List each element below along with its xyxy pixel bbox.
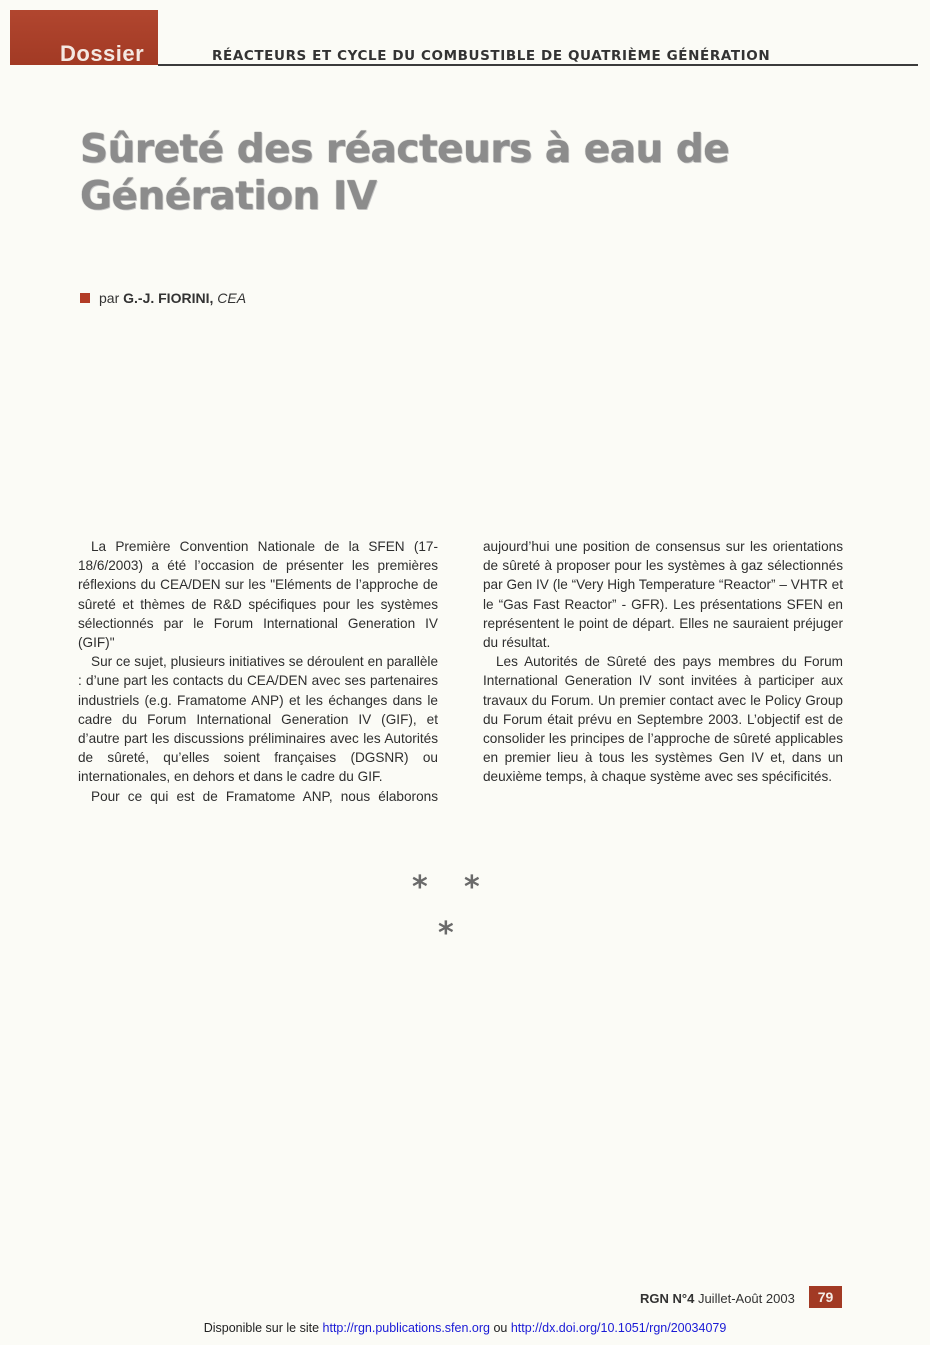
star-icon: * [438, 916, 454, 951]
header-rule [158, 64, 918, 66]
dossier-tab [10, 10, 158, 65]
issue-date: Juillet-Août 2003 [697, 1291, 795, 1306]
paragraph: La Première Convention Nationale de la SFEN (17-18/6/2003) a été l’occasion de présenter les premières réflexions du CEA/DEN sur les "Eléments de l’approche de sûreté et thèmes de R&D spécifiques pour les systèmes sélectionnés par le Forum International Generation IV (GIF)" [78, 539, 438, 651]
body-column-right [483, 537, 843, 787]
article-title: Sûreté des réacteurs à eau de Génération IV [80, 127, 730, 219]
availability-connector: ou [493, 1321, 508, 1335]
author-name: G.-J. FIORINI, [123, 290, 214, 306]
page-number: 79 [809, 1286, 842, 1308]
journal-reference [640, 1291, 795, 1306]
paragraph: Sur ce sujet, plusieurs initiatives se déroulent en parallèle : d’une part les contacts du CEA/DEN avec ses partenaires industriels (e.g. Framatome ANP) et les échanges dans le cadre du Forum International Generation IV (GIF), et d’autre part les discussions préliminaires avec les Autorités de sûreté, qu’elles soient françaises (DGSNR) ou internationales, en dehors et dans le cadre du GIF. [78, 654, 438, 785]
section-separator [400, 870, 500, 960]
journal-name: RGN N°4 [640, 1291, 695, 1306]
byline-prefix: par [99, 290, 120, 306]
availability-note [0, 1321, 930, 1335]
star-icon: * [464, 870, 480, 905]
byline-square-icon [80, 293, 90, 303]
paragraph: Les Autorités de Sûreté des pays membres du Forum International Generation IV sont invitées à participer aux travaux du Forum. Un premier contact avec le Policy Group du Forum était prévu en Septembre 2003. L’objectif est de consolider les principes de l’approche de sûreté applicables en premier lieu à tous les systèmes Gen IV et, dans un deuxième temps, à chaque système avec ses spécificités. [483, 654, 843, 785]
paragraph: Pour ce qui est de Framatome ANP, nous élaborons [91, 788, 438, 804]
byline [80, 290, 246, 306]
section-title: RÉACTEURS ET CYCLE DU COMBUSTIBLE DE QUATRIÈME GÉNÉRATION [212, 48, 771, 64]
author-organization: CEA [217, 290, 247, 306]
site-link[interactable]: http://rgn.publications.sfen.org [322, 1321, 490, 1335]
availability-prefix: Disponible sur le site [203, 1321, 320, 1335]
doi-link[interactable]: http://dx.doi.org/10.1051/rgn/20034079 [510, 1321, 727, 1335]
paragraph: aujourd’hui une position de consensus sur les orientations de sûreté à proposer pour les systèmes à gaz sélectionnés par Gen IV (le “Very High Temperature “Reactor” – VHTR et le “Gas Fast Reactor” - GFR). Les présentations SFEN en représentent le point de départ. Elles ne sauraient préjuger du résultat. [483, 539, 843, 651]
body-column-left [78, 537, 438, 806]
star-icon: * [412, 870, 428, 905]
dossier-label: Dossier [60, 41, 145, 66]
